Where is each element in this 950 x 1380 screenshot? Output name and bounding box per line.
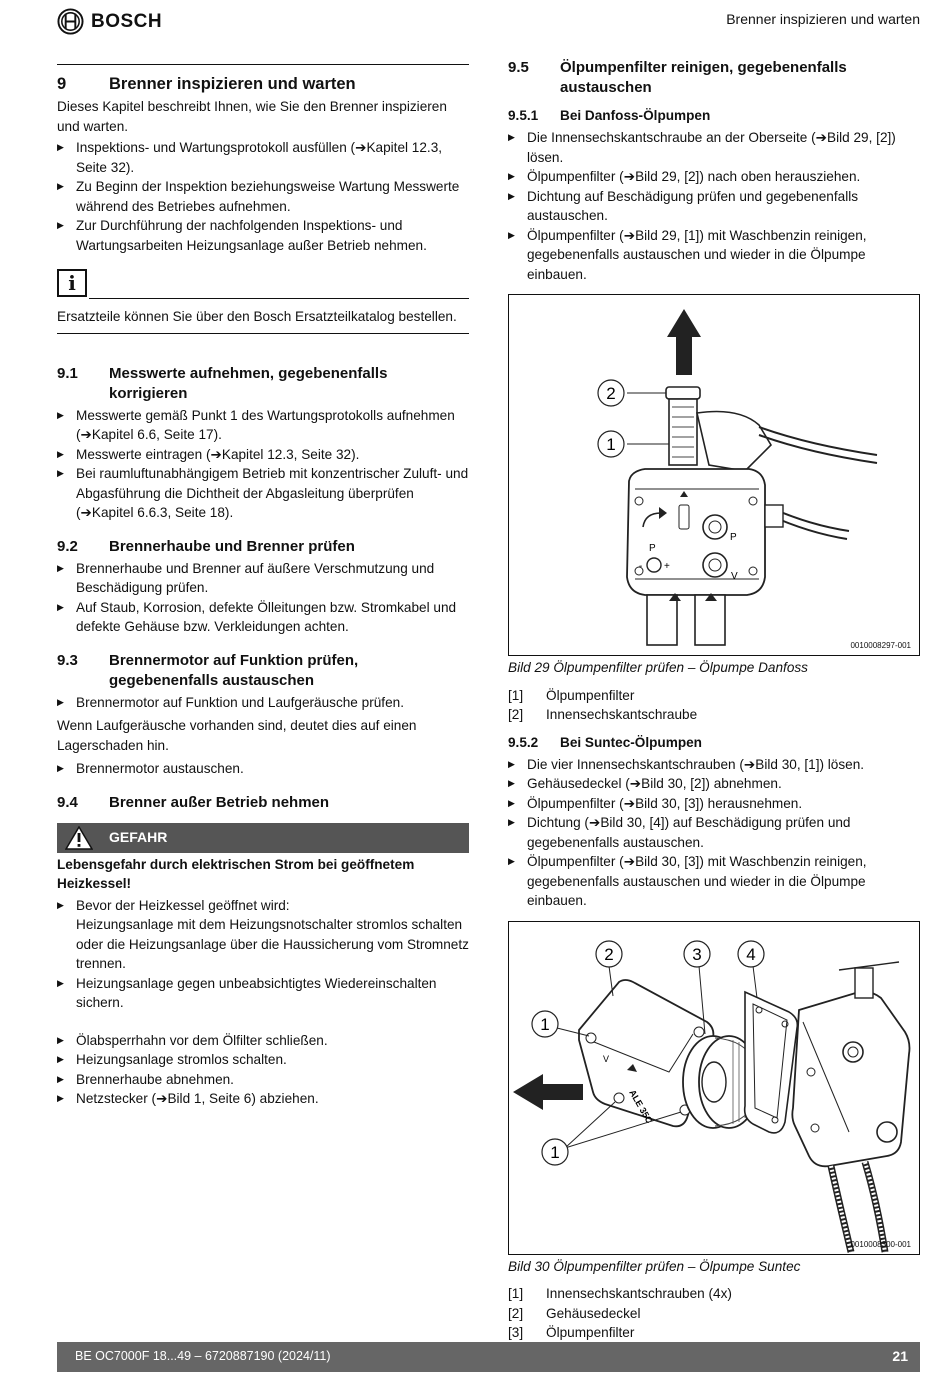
legend-row xyxy=(508,1304,920,1324)
section-9-steps xyxy=(57,138,469,255)
section-9-1-heading xyxy=(57,364,469,404)
section-number: 9 xyxy=(57,75,67,93)
section-9-heading xyxy=(57,64,469,95)
list-item: ▶ Inspektions- und Wartungsprotokoll ausfüllen (➔Kapitel 12.3, Seite 32). xyxy=(57,138,469,177)
section-9-4-heading xyxy=(57,793,469,813)
section-9-2-steps xyxy=(57,559,469,637)
danger-banner xyxy=(57,823,469,853)
suntec-pump-illustration xyxy=(509,922,919,1254)
list-item: ▶ Auf Staub, Korrosion, defekte Ölleitungen bzw. Stromkabel und defekte Gehäuse bzw. Verkleidungen achten. xyxy=(57,598,469,637)
port-label: P xyxy=(649,543,656,554)
section-9-5-2-heading xyxy=(508,733,920,753)
section-number: 9.5.2 xyxy=(508,734,539,750)
legend-value: Innensechskantschrauben (4x) xyxy=(546,1286,732,1301)
section-9-2-heading xyxy=(57,537,469,557)
list-item: ▶ Dichtung (➔Bild 30, [4]) auf Beschädigung prüfen und gegebenenfalls austauschen. xyxy=(508,813,920,852)
list-item: ▶ Brennerhaube und Brenner auf äußere Verschmutzung und Beschädigung prüfen. xyxy=(57,559,469,598)
section-title: Bei Suntec-Ölpumpen xyxy=(560,734,702,750)
list-item: ▶ Heizungsanlage stromlos schalten. xyxy=(57,1050,469,1070)
divider xyxy=(89,298,469,299)
callout-label: 4 xyxy=(746,944,756,964)
section-9-5-1-heading xyxy=(508,106,920,126)
callout-label: 1 xyxy=(606,435,616,454)
left-column xyxy=(57,64,469,1109)
section-9-3-steps xyxy=(57,693,469,713)
port-label: V xyxy=(731,571,738,582)
section-title: Brenner außer Betrieb nehmen xyxy=(109,793,330,811)
section-9-5-2-steps xyxy=(508,755,920,911)
list-item: ▶ Ölpumpenfilter (➔Bild 30, [3]) herausnehmen. xyxy=(508,794,920,814)
info-text: Ersatzteile können Sie über den Bosch Ersatzteilkatalog bestellen. xyxy=(57,307,469,334)
section-title: Bei Danfoss-Ölpumpen xyxy=(560,108,711,123)
figure-29-danfoss-pump xyxy=(508,294,920,656)
legend-key: [1] xyxy=(508,1286,524,1301)
legend-key: [1] xyxy=(508,687,524,703)
section-9-3-steps-2 xyxy=(57,759,469,779)
list-item: ▶ Zu Beginn der Inspektion beziehungsweise Wartung Messwerte während des Betriebes aufnehmen. xyxy=(57,177,469,216)
adjust-label: + xyxy=(664,561,670,572)
list-item: ▶ Brennerhaube abnehmen. xyxy=(57,1070,469,1090)
warning-triangle-icon xyxy=(65,826,93,850)
callout-label: 2 xyxy=(604,944,614,964)
list-item-subtext: Heizungsanlage mit dem Heizungsnotschalter stromlos schalten oder die Heizungsanlage über die Haussicherung vom Stromnetz trennen. xyxy=(76,917,469,971)
figure-30-caption: Bild 30 Ölpumpenfilter prüfen – Ölpumpe Suntec xyxy=(508,1258,801,1274)
legend-row xyxy=(508,686,920,706)
list-item: ▶ Brennermotor austauschen. xyxy=(57,759,469,779)
bosch-armature-icon xyxy=(57,8,84,35)
list-item: ▶ Die Innensechskantschraube an der Oberseite (➔Bild 29, [2]) lösen. xyxy=(508,128,920,167)
callout-label: 1 xyxy=(540,1014,550,1034)
figure-code: 0010008300-001 xyxy=(850,1239,911,1249)
section-number: 9.4 xyxy=(57,793,78,811)
danger-label: GEFAHR xyxy=(109,828,168,845)
list-item: ▶ Ölpumpenfilter (➔Bild 29, [2]) nach oben herausziehen. xyxy=(508,167,920,187)
section-9-3-heading xyxy=(57,651,469,691)
legend-key: [3] xyxy=(508,1325,524,1340)
page-number: 21 xyxy=(892,1348,908,1365)
list-item: ▶ Messwerte gemäß Punkt 1 des Wartungsprotokolls aufnehmen (➔Kapitel 6.6, Seite 17). xyxy=(57,406,469,445)
legend-value: Innensechskantschraube xyxy=(546,707,698,722)
port-label: P xyxy=(730,532,737,543)
info-icon: i xyxy=(57,269,87,297)
cover-marking: ALE 35C xyxy=(627,1087,655,1125)
figure-30-suntec-pump xyxy=(508,921,920,1255)
legend-key: [2] xyxy=(508,707,524,722)
adjust-label: - xyxy=(639,561,643,572)
callout-label: 2 xyxy=(606,384,616,403)
right-column xyxy=(508,58,920,1362)
danger-steps xyxy=(57,896,469,1013)
section-number: 9.5.1 xyxy=(508,108,539,123)
list-item-text: Bevor der Heizkessel geöffnet wird: xyxy=(76,897,290,913)
section-9-4-steps xyxy=(57,1031,469,1109)
section-title: Brennerhaube und Brenner prüfen xyxy=(109,537,355,555)
legend-row xyxy=(508,1284,920,1304)
section-number: 9.1 xyxy=(57,364,78,382)
section-9-intro: Dieses Kapitel beschreibt Ihnen, wie Sie den Brenner inspizieren und warten. xyxy=(57,99,447,134)
legend-value: Ölpumpenfilter xyxy=(546,687,635,703)
document-id: BE OC7000F 18...49 – 6720887190 (2024/11) xyxy=(75,1349,331,1364)
legend-key: [2] xyxy=(508,1305,524,1321)
section-title: Ölpumpenfilter reinigen, gegebenenfalls austauschen xyxy=(560,59,847,96)
info-note xyxy=(57,269,469,301)
section-9-3-note: Wenn Laufgeräusche vorhanden sind, deutet dies auf einen Lagerschaden hin. xyxy=(57,718,417,753)
brand-name: BOSCH xyxy=(91,11,163,32)
list-item: ▶ Ölpumpenfilter (➔Bild 30, [3]) mit Waschbenzin reinigen, gegebenenfalls austauschen und wieder in die Ölpumpe einbauen. xyxy=(508,852,920,911)
legend-row xyxy=(508,705,920,725)
page-footer xyxy=(57,1342,920,1372)
section-title: Brenner inspizieren und warten xyxy=(109,75,356,93)
danfoss-pump-illustration xyxy=(509,295,919,655)
list-item xyxy=(57,896,469,974)
list-item: ▶ Ölabsperrhahn vor dem Ölfilter schließen. xyxy=(57,1031,469,1051)
section-number: 9.2 xyxy=(57,537,78,555)
running-header: Brenner inspizieren und warten xyxy=(726,11,920,27)
list-item: ▶ Dichtung auf Beschädigung prüfen und gegebenenfalls austauschen. xyxy=(508,187,920,226)
danger-text: Lebensgefahr durch elektrischen Strom bei geöffnetem Heizkessel! xyxy=(57,856,415,891)
callout-label: 1 xyxy=(550,1142,560,1162)
section-number: 9.3 xyxy=(57,651,78,669)
section-number: 9.5 xyxy=(508,59,529,76)
figure-29-legend xyxy=(508,686,920,725)
list-item: ▶ Brennermotor auf Funktion und Laufgeräusche prüfen. xyxy=(57,693,469,713)
list-item: ▶ Netzstecker (➔Bild 1, Seite 6) abziehen. xyxy=(57,1089,469,1109)
figure-29-caption: Bild 29 Ölpumpenfilter prüfen – Ölpumpe Danfoss xyxy=(508,660,808,675)
list-item: ▶ Messwerte eintragen (➔Kapitel 12.3, Seite 32). xyxy=(57,445,469,465)
legend-row xyxy=(508,1323,920,1343)
list-item: ▶ Ölpumpenfilter (➔Bild 29, [1]) mit Waschbenzin reinigen, gegebenenfalls austauschen und wieder in die Ölpumpe einbauen. xyxy=(508,226,920,285)
bosch-logo xyxy=(57,8,162,35)
list-item: ▶ Zur Durchführung der nachfolgenden Inspektions- und Wartungsarbeiten Heizungsanlage außer Betrieb nehmen. xyxy=(57,216,469,255)
figure-code: 0010008297-001 xyxy=(850,641,911,650)
section-title: Messwerte aufnehmen, gegebenenfalls korrigieren xyxy=(109,364,388,402)
legend-value: Ölpumpenfilter xyxy=(546,1325,635,1340)
list-item: ▶ Die vier Innensechskantschrauben (➔Bild 30, [1]) lösen. xyxy=(508,755,920,775)
cover-marking: V xyxy=(603,1053,610,1064)
legend-value: Gehäusedeckel xyxy=(546,1305,641,1321)
section-9-1-steps xyxy=(57,406,469,523)
list-item: ▶ Gehäusedeckel (➔Bild 30, [2]) abnehmen. xyxy=(508,774,920,794)
section-title: Brennermotor auf Funktion prüfen, gegebenenfalls austauschen xyxy=(109,651,359,689)
section-9-5-1-steps xyxy=(508,128,920,284)
callout-label: 3 xyxy=(692,944,702,964)
list-item: ▶ Bei raumluftunabhängigem Betrieb mit konzentrischer Zuluft- und Abgasführung die Dichtheit der Abgasleitung überprüfen (➔Kapitel 6.6.3, Seite 18). xyxy=(57,464,469,523)
list-item: ▶ Heizungsanlage gegen unbeabsichtigtes Wiedereinschalten sichern. xyxy=(57,974,469,1013)
section-9-5-heading xyxy=(508,58,920,98)
